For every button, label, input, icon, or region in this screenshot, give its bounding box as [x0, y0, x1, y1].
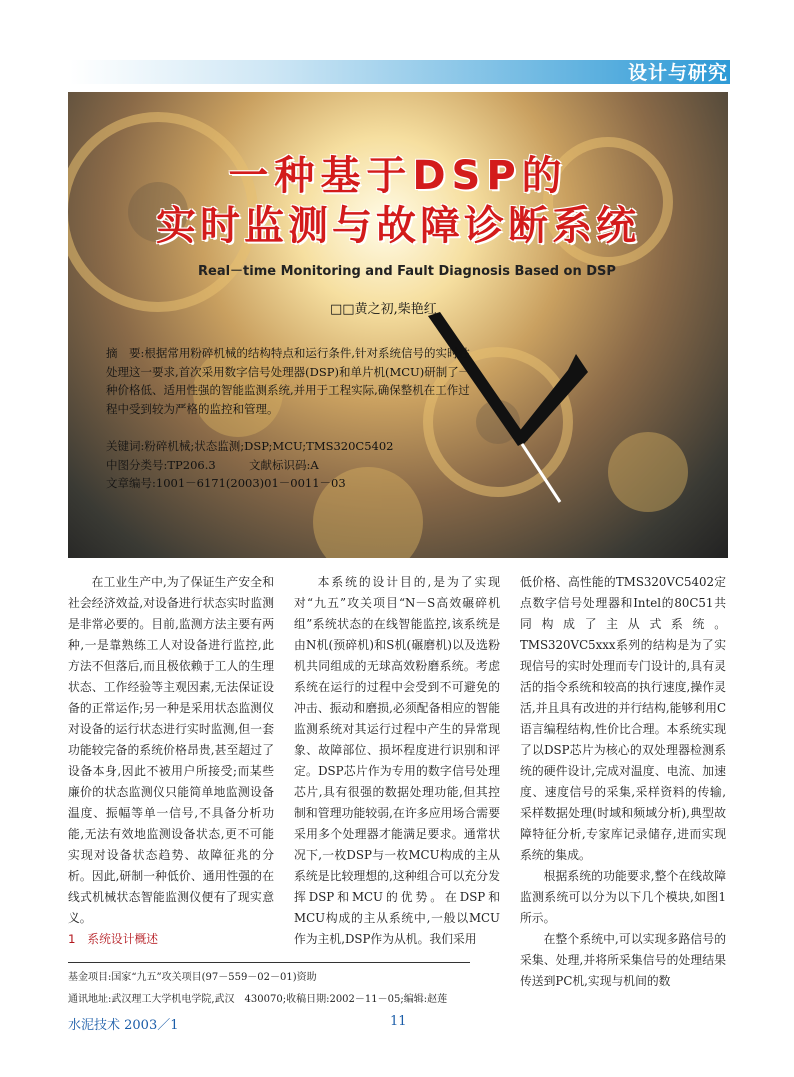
title-line-2: 实时监测与故障诊断系统	[156, 203, 640, 249]
column-2	[294, 572, 500, 950]
english-subtitle: Real－time Monitoring and Fault Diagnosis Based on DSP	[198, 264, 616, 279]
paragraph: 本系统的设计目的,是为了实现对“九五”攻关项目“N－S高效碾碎机组”系统状态的在线智能监控,该系统是由N机(预碎机)和S机(碾磨机)以及选粉机共同组成的无球高效粉磨系统。考虑系统在运行的过程中会受到不可避免的冲击、振动和磨损,必须配备相应的智能监测系统对其运行过程中产生的异常现象、故障部位、损坏程度进行识别和评定。DSP芯片作为专用的数字信号处理芯片,具有很强的数据处理功能,但其控制和管理功能较弱,在许多应用场合需要采用多个处理器才能满足要求。通常状况下,一枚DSP与一枚MCU构成的主从系统是比较理想的,这种组合可以充分发挥DSP和MCU的优势。在DSP和MCU构成的主从系统中,一般以MCU作为主机,DSP作为从机。我们采用	[294, 575, 500, 946]
funding-note: 基金项目:国家“九五”攻关项目(97－559－02－01)资助	[68, 972, 317, 983]
document-code: 文献标识码:A	[249, 457, 319, 472]
page-number: 11	[390, 1014, 407, 1029]
paragraph: 根据系统的功能要求,整个在线故障监测系统可以分为以下几个模块,如图1所示。	[520, 869, 726, 925]
column-3	[520, 572, 726, 992]
footnote-rule	[68, 962, 470, 963]
title-line-1: 一种基于DSP的	[228, 153, 568, 199]
keywords: 关键词:粉碎机械;状态监测;DSP;MCU;TMS320C5402	[106, 439, 394, 453]
section-heading: 1 系统设计概述	[68, 932, 159, 946]
article-metadata	[106, 437, 394, 493]
journal-name: 水泥技术 2003／1	[68, 1018, 179, 1033]
column-1	[68, 572, 274, 950]
classification-line	[106, 456, 394, 475]
hero-banner	[68, 92, 728, 558]
clc-number: 中图分类号:TP206.3	[106, 457, 216, 472]
section-tag: 设计与研究	[627, 62, 728, 84]
authors: □□黄之初,柴艳红	[330, 302, 437, 317]
paragraph: 在整个系统中,可以实现多路信号的采集、处理,并将所采集信号的处理结果传送到PC机,实现与机间的数	[520, 932, 726, 988]
paragraph: 低价格、高性能的TMS320VC5402定点数字信号处理器和Intel的80C51共同构成了主从式系统。TMS320VC5xxx系列的结构是为了实现信号的实时处理而专门设计的,具有灵活的指令系统和较高的执行速度,操作灵活,并且具有改进的并行结构,能够利用C语言编程结构,性价比合理。本系统实现了以DSP芯片为核心的双处理器检测系统的硬件设计,完成对温度、电流、加速度、速度信号的采集,采样资料的传输,采样数据处理(时域和频域分析),典型故障特征分析,专家库记录储存,进而实现系统的集成。	[520, 575, 726, 862]
address-note: 通讯地址:武汉理工大学机电学院,武汉 430070;收稿日期:2002－11－05;编辑:赵莲	[68, 994, 448, 1005]
paragraph: 在工业生产中,为了保证生产安全和社会经济效益,对设备进行状态实时监测是非常必要的。目前,监测方法主要有两种,一是靠熟练工人对设备进行监控,此方法不但落后,而且极依赖于工人的生理状态、工作经验等主观因素,无法保证设备的正常运作;另一种是采用状态监测仪对设备的运行状态进行实时监测,但一套功能较完备的系统价格昂贵,甚至超过了设备本身,因此不被用户所接受;而某些廉价的状态监测仪只能简单地监测设备温度、振幅等单一信号,不具备分析功能,无法有效地监测设备状态,更不可能实现对设备状态趋势、故障征兆的分析。因此,研制一种低价、通用性强的在线式机械状态智能监测仪便有了现实意义。	[68, 575, 274, 925]
article-number: 文章编号:1001－6171(2003)01－0011－03	[106, 476, 346, 490]
abstract: 摘 要:根据常用粉碎机械的结构特点和运行条件,针对系统信号的实时性处理这一要求,首次采用数字信号处理器(DSP)和单片机(MCU)研制了一种价格低、适用性强的智能监测系统,并用于工程实际,确保整机在工作过程中受到较为严格的监控和管理。	[106, 346, 471, 416]
